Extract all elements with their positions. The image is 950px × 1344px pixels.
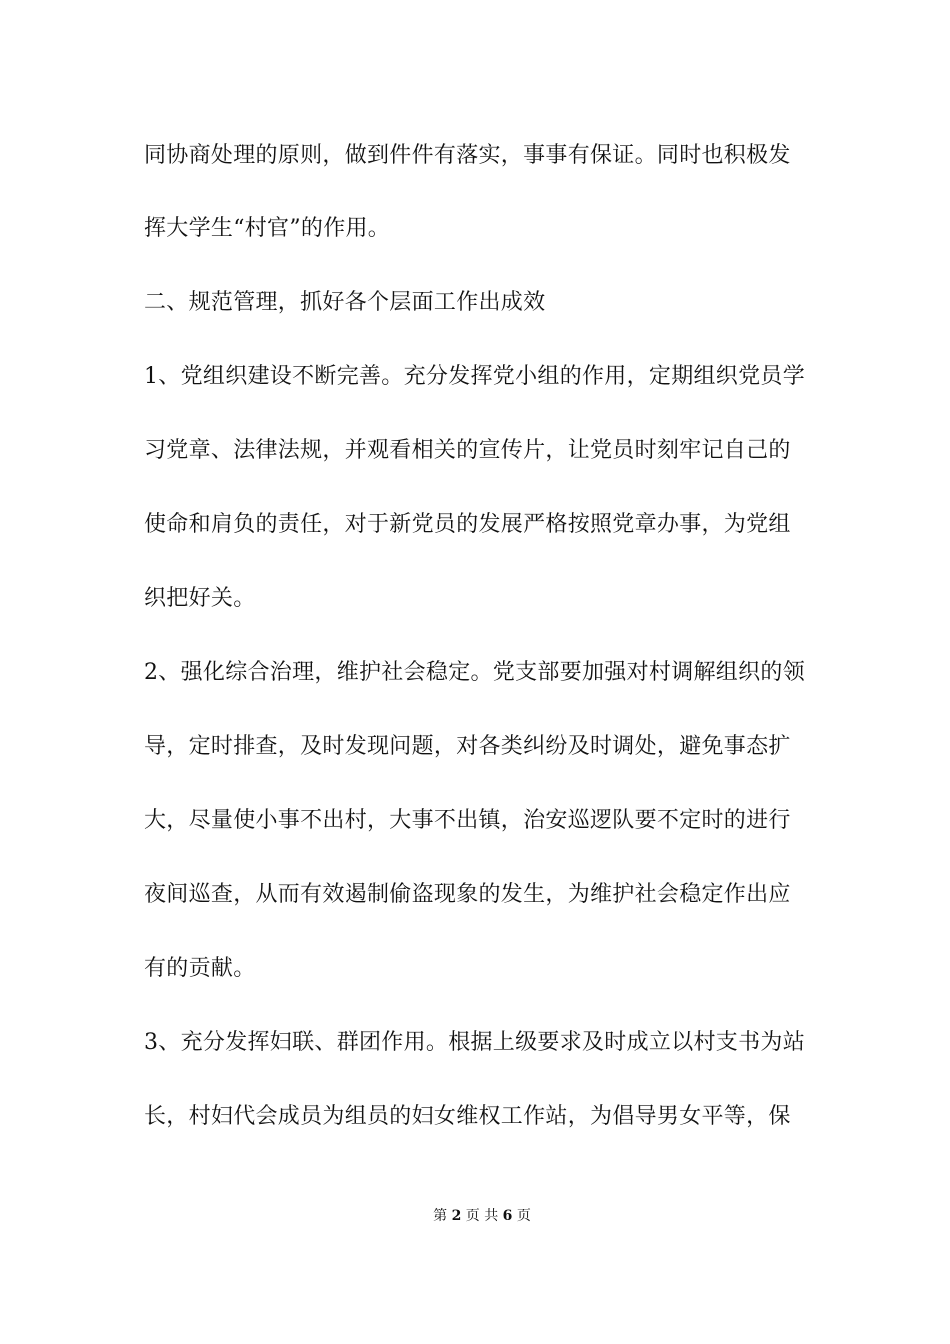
text-line-14: 长，村妇代会成员为组员的妇女维权工作站，为倡导男女平等，保 bbox=[144, 1104, 791, 1129]
text-line-5: 习党章、法律法规，并观看相关的宣传片，让党员时刻牢记自己的 bbox=[144, 438, 791, 463]
footer-middle: 页 共 bbox=[465, 1208, 499, 1224]
text-line-4: 1、党组织建设不断完善。充分发挥党小组的作用，定期组织党员学 bbox=[144, 364, 805, 389]
section-heading: 二、规范管理，抓好各个层面工作出成效 bbox=[144, 290, 546, 315]
text-line-10: 大，尽量使小事不出村，大事不出镇，治安巡逻队要不定时的进行 bbox=[144, 808, 791, 833]
text-line-9: 导，定时排查，及时发现问题，对各类纠纷及时调处，避免事态扩 bbox=[144, 734, 791, 759]
text-line-2: 挥大学生“村官”的作用。 bbox=[144, 216, 391, 241]
total-pages-number: 6 bbox=[502, 1208, 513, 1224]
text-line-11: 夜间巡查，从而有效遏制偷盗现象的发生，为维护社会稳定作出应 bbox=[144, 882, 791, 907]
text-line-7: 织把好关。 bbox=[144, 586, 256, 611]
text-line-8: 2、强化综合治理，维护社会稳定。党支部要加强对村调解组织的领 bbox=[144, 660, 805, 685]
current-page-number: 2 bbox=[451, 1208, 462, 1224]
text-line-6: 使命和肩负的责任，对于新党员的发展严格按照党章办事，为党组 bbox=[144, 512, 791, 537]
page-number-footer bbox=[0, 1206, 950, 1226]
footer-prefix: 第 bbox=[433, 1208, 448, 1224]
text-line-12: 有的贡献。 bbox=[144, 956, 256, 981]
text-line-13: 3、充分发挥妇联、群团作用。根据上级要求及时成立以村支书为站 bbox=[144, 1030, 805, 1055]
text-line-1: 同协商处理的原则，做到件件有落实，事事有保证。同时也积极发 bbox=[144, 143, 791, 168]
footer-suffix: 页 bbox=[516, 1208, 531, 1224]
